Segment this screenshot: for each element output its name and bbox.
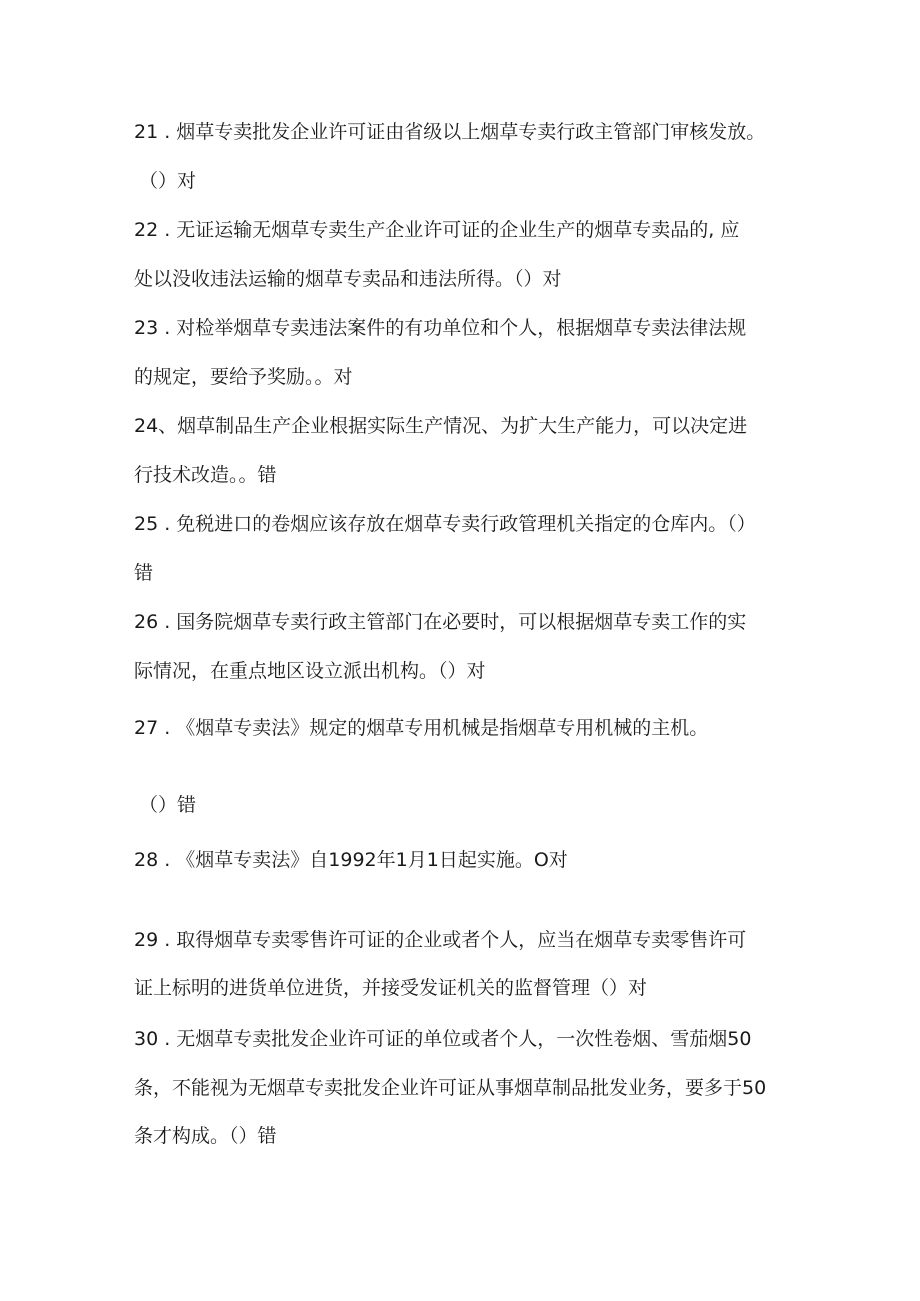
question-28-line-1: 28 . 《烟草专卖法》自1992年1月1日起实施。O对 <box>134 849 568 871</box>
question-30-line-3: 条才构成。（）错 <box>134 1125 277 1147</box>
question-29-line-2: 证上标明的进货单位进货，并接受发证机关的监督管理（）对 <box>134 977 648 999</box>
question-25-line-1: 25 . 免税进口的卷烟应该存放在烟草专卖行政管理机关指定的仓库内。（） <box>134 513 756 535</box>
question-26-line-1: 26 . 国务院烟草专卖行政主管部门在必要时，可以根据烟草专卖工作的实 <box>134 611 747 633</box>
question-23-line-2: 的规定，要给予奖励。。对 <box>134 366 353 388</box>
question-30-line-1: 30 . 无烟草专卖批发企业许可证的单位或者个人，一次性卷烟、雪茄烟50 <box>134 1028 752 1050</box>
question-22-line-1: 22 . 无证运输无烟草专卖生产企业许可证的企业生产的烟草专卖品的, 应 <box>134 219 740 241</box>
question-27-line-2: （）错 <box>139 794 197 816</box>
question-22-line-2: 处以没收违法运输的烟草专卖品和违法所得。（）对 <box>134 268 562 290</box>
question-24-line-1: 24、烟草制品生产企业根据实际生产情况、为扩大生产能力，可以决定进 <box>134 415 748 437</box>
question-21-line-2: （）对 <box>139 170 197 192</box>
question-25-line-2: 错 <box>134 562 154 584</box>
question-30-line-2: 条，不能视为无烟草专卖批发企业许可证从事烟草制品批发业务，要多于50 <box>134 1077 767 1099</box>
question-29-line-1: 29 . 取得烟草专卖零售许可证的企业或者个人，应当在烟草专卖零售许可 <box>134 929 747 951</box>
question-24-line-2: 行技术改造。。错 <box>134 464 277 486</box>
question-26-line-2: 际情况，在重点地区设立派出机构。（）对 <box>134 660 486 682</box>
question-27-line-1: 27 . 《烟草专卖法》规定的烟草专用机械是指烟草专用机械的主机。 <box>134 717 709 739</box>
question-23-line-1: 23 . 对检举烟草专卖违法案件的有功单位和个人，根据烟草专卖法律法规 <box>134 317 747 339</box>
question-21-line-1: 21 . 烟草专卖批发企业许可证由省级以上烟草专卖行政主管部门审核发放。 <box>134 121 766 143</box>
